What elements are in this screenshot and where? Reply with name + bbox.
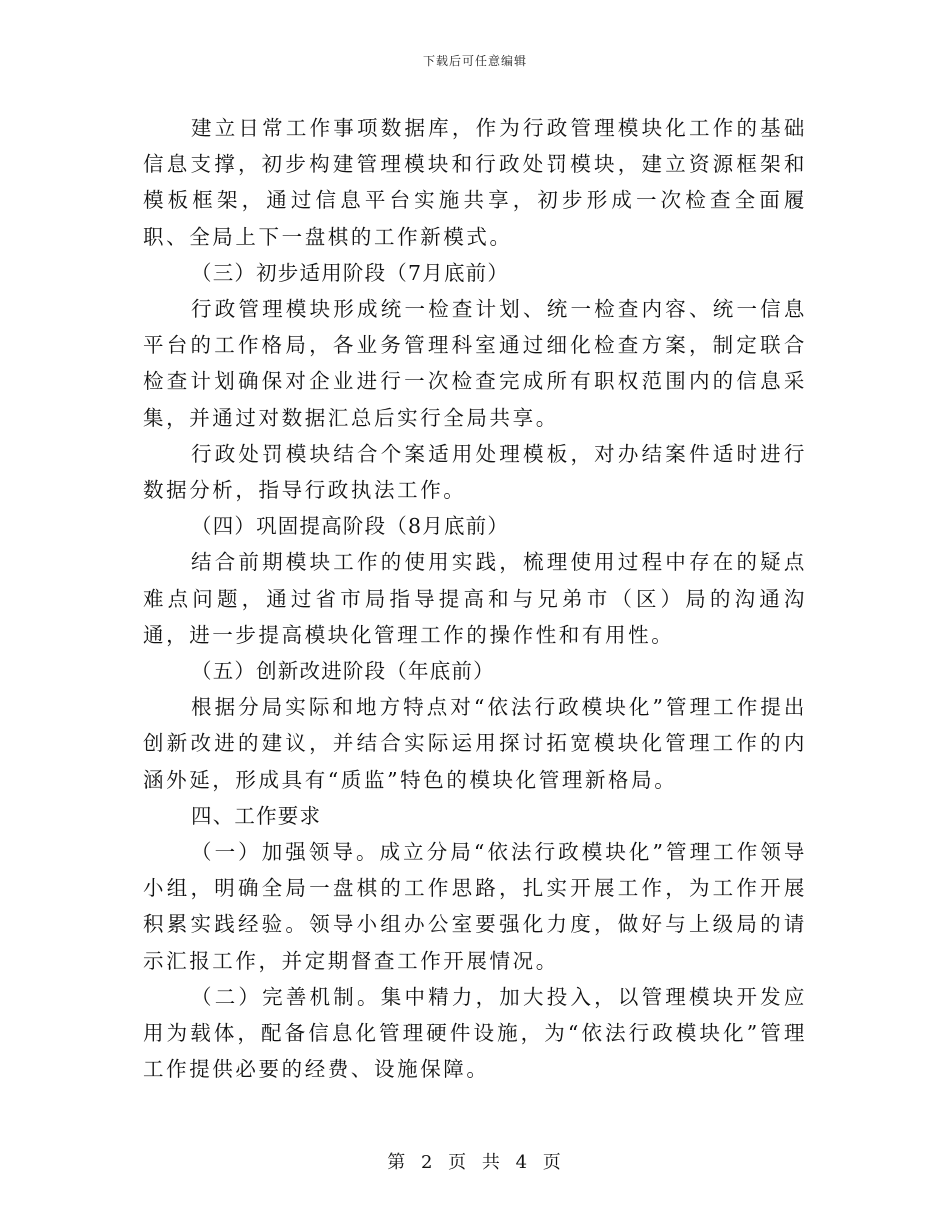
section-heading-3: （三）初步适用阶段（7月底前） — [191, 260, 510, 285]
page-header: 下载后可任意编辑 — [422, 54, 527, 68]
paragraph-4: 结合前期模块工作的使用实践，梳理使用过程中存在的疑点难点问题，通过省市局指导提高和与兄弟市（区）局的沟通沟通，进一步提高模块化管理工作的操作性和有用性。 — [143, 550, 807, 647]
footer-total-word: 共 — [481, 1152, 502, 1173]
footer-suffix: 页 — [542, 1152, 563, 1173]
page-footer — [0, 1148, 950, 1174]
footer-page-word: 页 — [448, 1152, 469, 1173]
section-heading-5: （五）创新改进阶段（年底前） — [191, 659, 495, 684]
paragraph-1: 建立日常工作事项数据库，作为行政管理模块化工作的基础信息支撑，初步构建管理模块和行政处罚模块，建立资源框架和模板框架，通过信息平台实施共享，初步形成一次检查全面履职、全局上下一盘棋的工作新模式。 — [143, 116, 807, 249]
paragraph-2: 行政管理模块形成统一检查计划、统一检查内容、统一信息平台的工作格局，各业务管理科室通过细化检查方案，制定联合检查计划确保对企业进行一次检查完成所有职权范围内的信息采集，并通过对数据汇总后实行全局共享。 — [143, 297, 807, 430]
document-body — [143, 110, 807, 1087]
section-heading-4: （四）巩固提高阶段（8月底前） — [191, 514, 510, 539]
paragraph-3: 行政处罚模块结合个案适用处理模板，对办结案件适时进行数据分析，指导行政执法工作。 — [143, 441, 807, 503]
footer-prefix: 第 — [387, 1152, 408, 1173]
total-page-number: 4 — [515, 1152, 530, 1173]
current-page-number: 2 — [420, 1152, 435, 1173]
paragraph-7: （二）完善机制。集中精力，加大投入，以管理模块开发应用为载体，配备信息化管理硬件设施，为“依法行政模块化”管理工作提供必要的经费、设施保障。 — [143, 984, 807, 1082]
paragraph-5: 根据分局实际和地方特点对“依法行政模块化”管理工作提出创新改进的建议，并结合实际运用探讨拓宽模块化管理工作的内涵外延，形成具有“质监”特色的模块化管理新格局。 — [143, 695, 807, 792]
paragraph-6: （一）加强领导。成立分局“依法行政模块化”管理工作领导小组，明确全局一盘棋的工作思路，扎实开展工作，为工作开展积累实践经验。领导小组办公室要强化力度，做好与上级局的请示汇报工作，并定期督查工作开展情况。 — [143, 840, 807, 973]
section-heading-work-requirements: 四、工作要求 — [191, 803, 322, 828]
